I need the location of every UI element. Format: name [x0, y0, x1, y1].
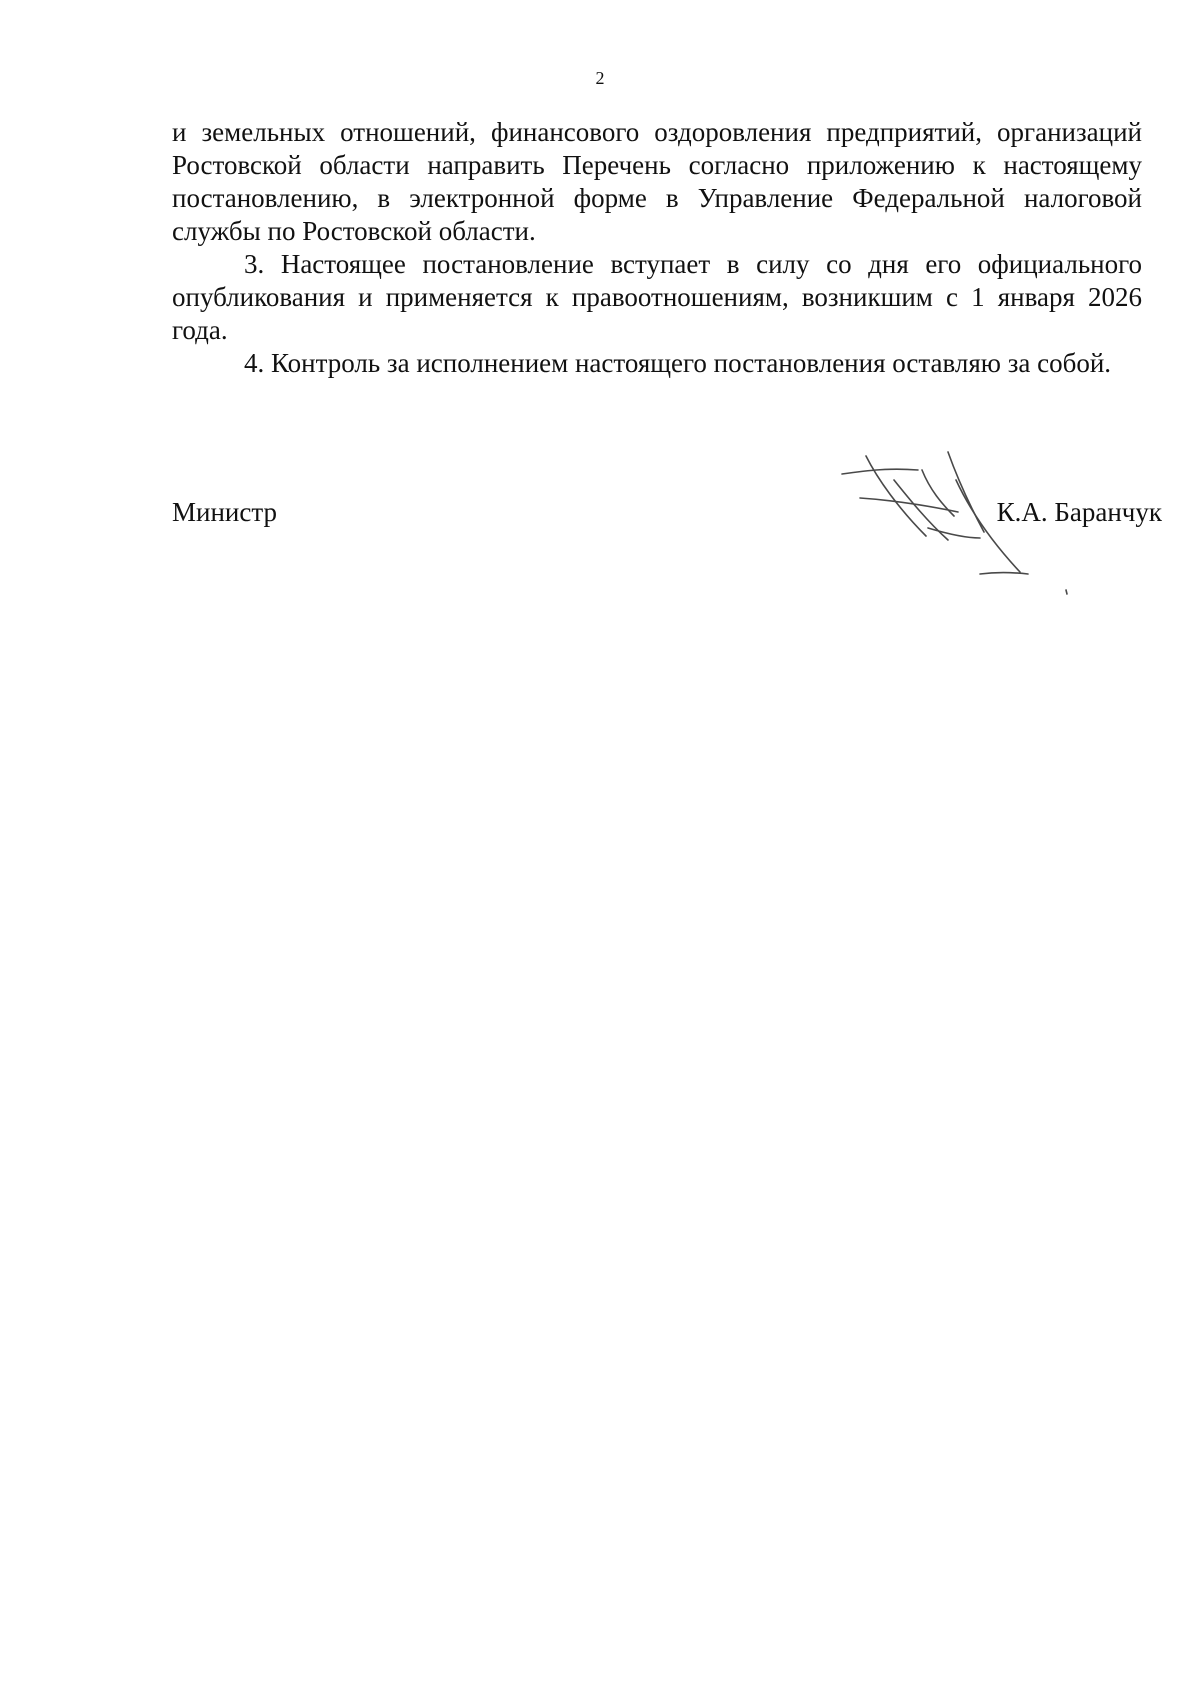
- signer-name: К.А. Баранчук: [996, 497, 1162, 527]
- paragraph-clause-4: 4. Контроль за исполнением настоящего постановления оставляю за собой.: [244, 348, 1112, 378]
- paragraph-continuation: и земельных отношений, финансового оздоровления предприятий, организаций Ростовской области направить Перечень согласно приложению к настоящему постановлению, в электронной форме в Управление Федеральной налоговой службы по Ростовской области.: [172, 117, 1142, 246]
- page-number: 2: [595, 68, 605, 88]
- signer-position: Министр: [172, 497, 277, 527]
- handwritten-signature: [830, 440, 1090, 600]
- document-body: [172, 116, 1142, 380]
- paragraph-clause-3: 3. Настоящее постановление вступает в силу со дня его официального опубликования и применяется к правоотношениям, возникшим с 1 января 2026 года.: [172, 249, 1142, 345]
